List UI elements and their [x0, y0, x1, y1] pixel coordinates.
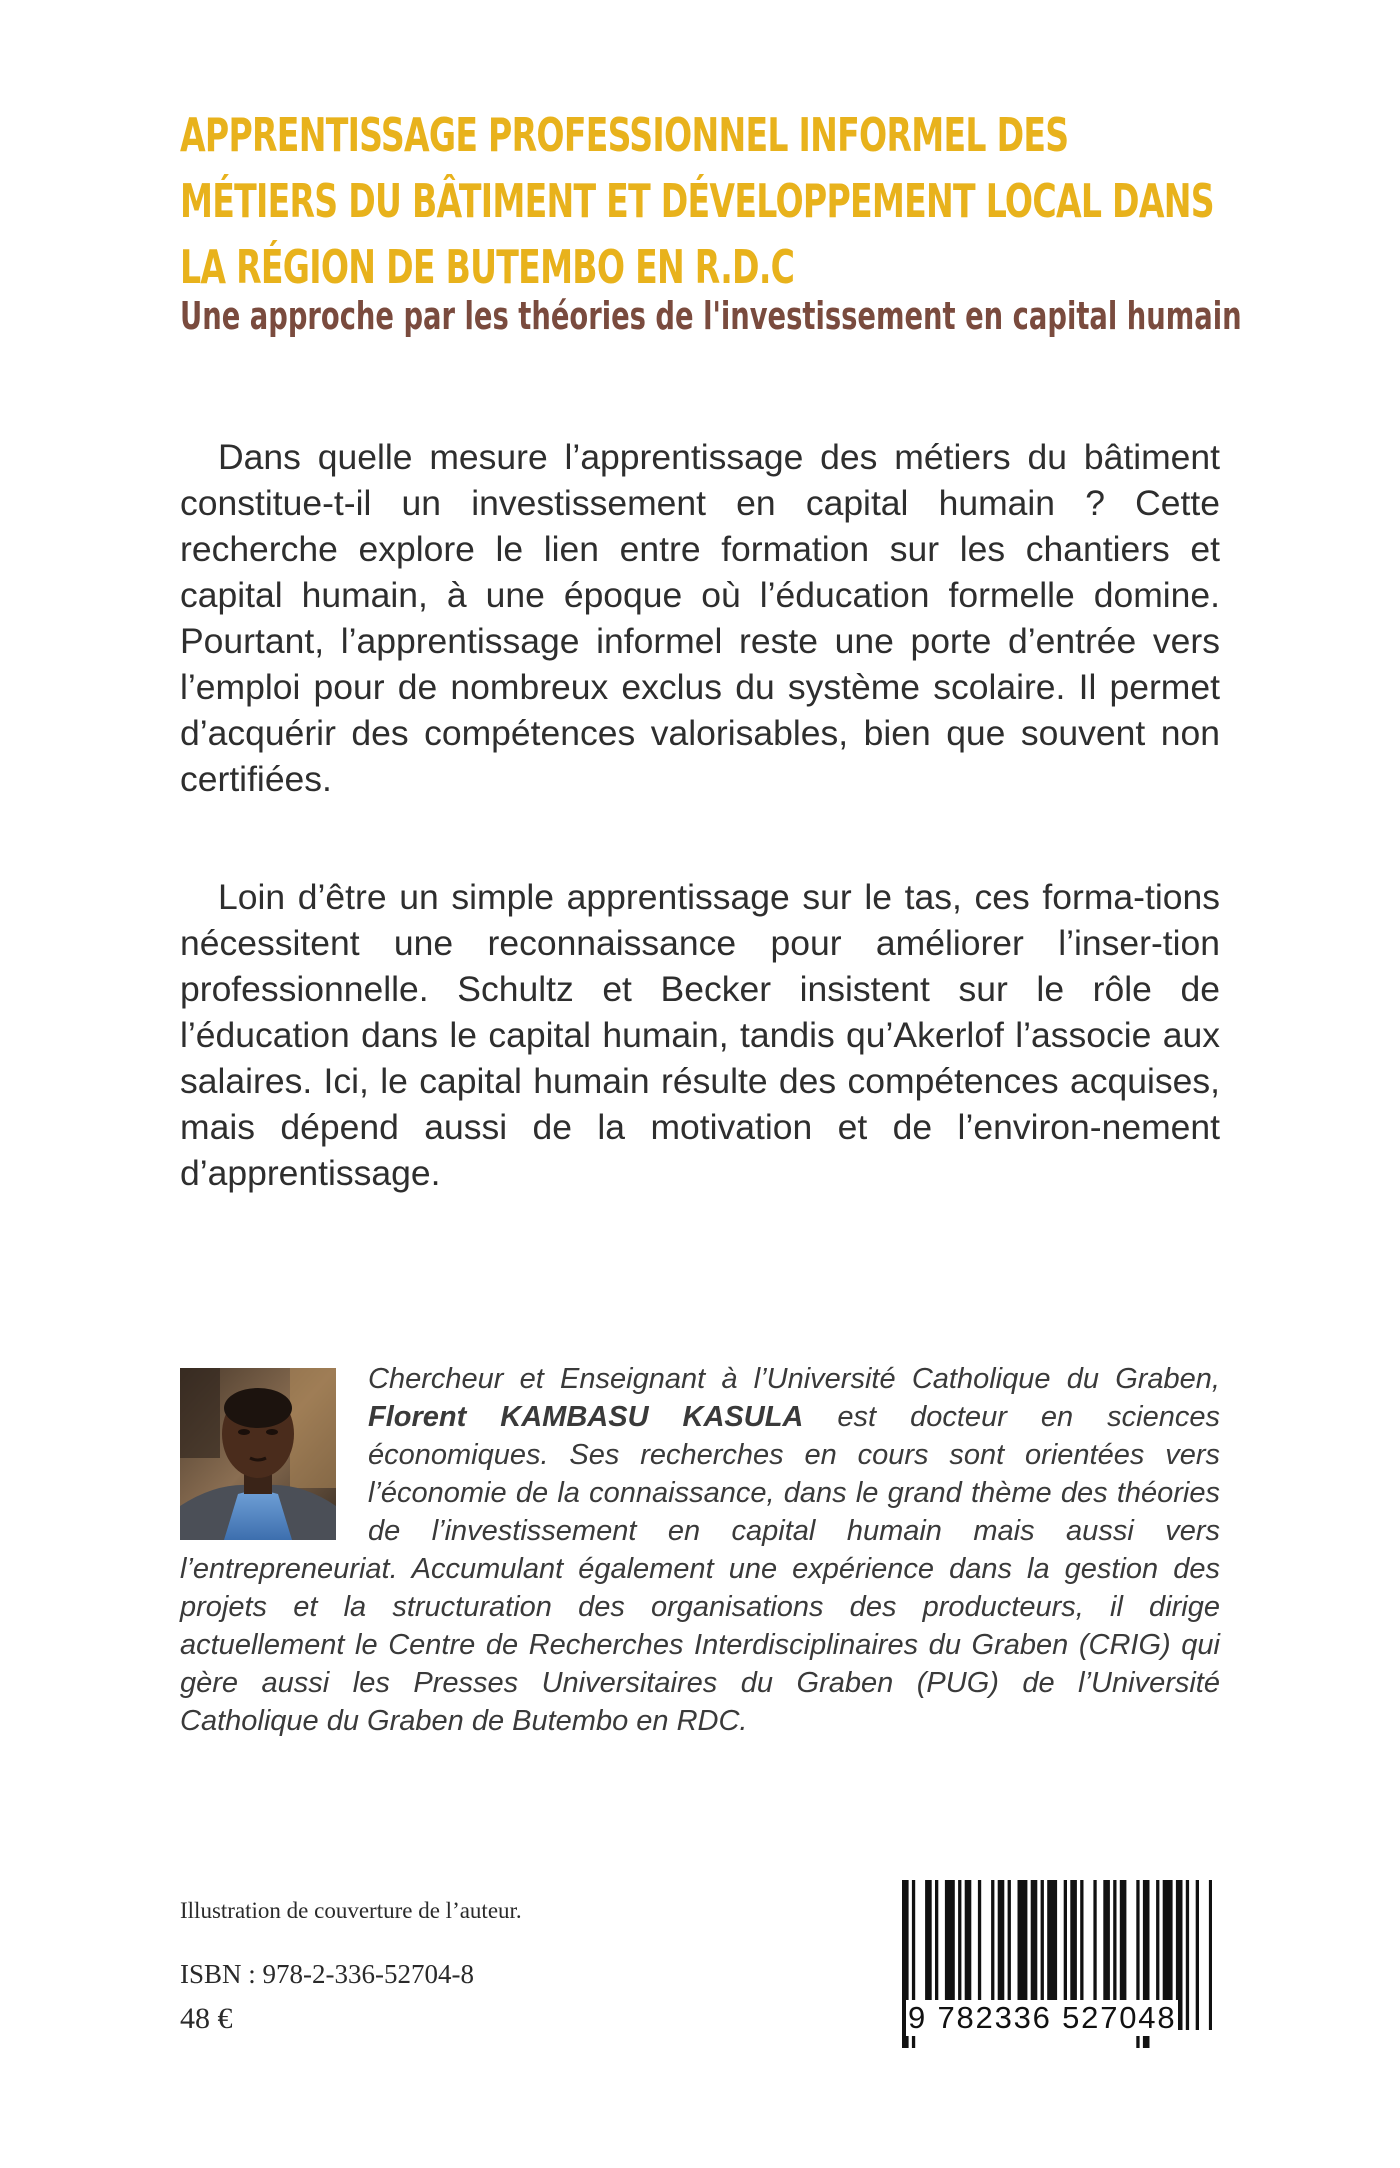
- summary-paragraph-1: Dans quelle mesure l’apprentissage des métiers du bâtiment constitue-t-il un investissement en capital humain ? Cette recherche explore le lien entre formation sur les chantiers et capital humain, à une époque où l’éducation formelle domine. Pourtant, l’apprentissage informel reste une porte d’entrée vers l’emploi pour de nombreux exclus du système scolaire. Il permet d’acquérir des compétences valorisables, bien que souvent non certifiées.: [180, 437, 1220, 799]
- isbn-number: ISBN : 978-2-336-52704-8: [180, 1959, 474, 1989]
- cover-illustration-credit: Illustration de couverture de l’auteur.: [180, 1898, 522, 1923]
- summary-paragraph-2: Loin d’être un simple apprentissage sur le tas, ces forma-tions nécessitent une reconnaissance pour améliorer l’inser-tion professionnelle. Schultz et Becker insistent sur le rôle de l’éducation dans le capital humain, tandis qu’Akerlof l’associe aux salaires. Ici, le capital humain résulte des compétences acquises, mais dépend aussi de la motivation et de l’environ-nement d’apprentissage.: [180, 877, 1220, 1193]
- barcode-bar: [1196, 1880, 1199, 2030]
- book-subtitle: Une approche par les théories de l'investissement en capital humain: [180, 294, 1242, 338]
- book-title: APPRENTISSAGE PROFESSIONNEL INFORMEL DES MÉTIERS DU BÂTIMENT ET DÉVELOPPEMENT LOCAL DANS LA RÉGION DE BUTEMBO EN R.D.C: [180, 108, 1214, 294]
- book-price: 48 €: [180, 2002, 233, 2035]
- author-bio-intro: Chercheur et Enseignant à l’Université Catholique du Graben,: [368, 1363, 1220, 1395]
- author-name: Florent KAMBASU KASULA: [368, 1401, 804, 1433]
- barcode-number: 9 782336 527048: [908, 2000, 1177, 2035]
- photo-text-wrap-spacer: [180, 1360, 368, 1550]
- barcode-bar: [1186, 1880, 1189, 2030]
- author-biography: [180, 1360, 1220, 1740]
- author-bio-rest: est docteur en sciences économiques. Ses recherches en cours sont orientées vers l’économie de la connaissance, dans le grand thème des théories de l’investissement en capital humain mais aussi vers l’entrepreneuriat. Accumulant également une expérience dans la gestion des projets et la structuration des organisations des producteurs, il dirige actuellement le Centre de Recherches Interdisciplinaires du Graben (CRIG) qui gère aussi les Presses Universitaires du Graben (PUG) de l’Université Catholique du Graben de Butembo en RDC.: [180, 1401, 1220, 1737]
- barcode-bar: [1209, 1880, 1212, 2030]
